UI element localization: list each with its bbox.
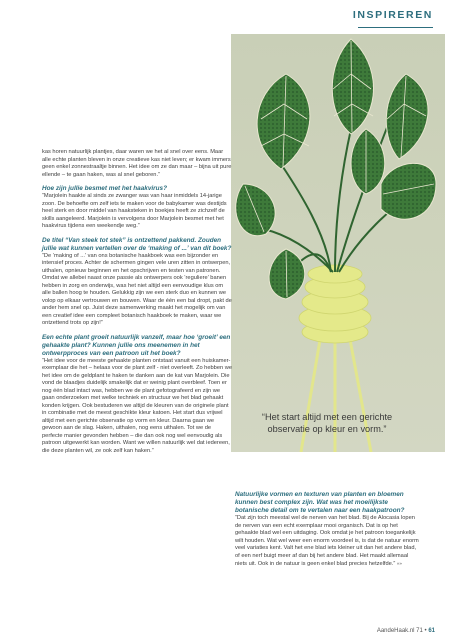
- answer-paragraph: “Marjolein haakte al sinds ze zwanger was van haar inmiddels 14-jarige zoon. De behoefte om zelf iets te maken voor de babykamer was destijds heel sterk en door middel van haaksteken in boekjes heeft ze zichzelf de skills aangeleerd. Marjolein is vervolgens door Marjolein besmet met het haakvirus tijdens een weekendje weg.”: [42, 193, 227, 229]
- intro-paragraph: kas horen natuurlijk plantjes, daar waren we het al snel over eens. Maar alle echte planten bleven in onze creatieve kas niet leven; er kwam immers geen enkel zonnestraaltje binnen. Het idee om ze dan maar – bijna uit pure ellende – te gaan haken, was al snel geboren.”: [42, 149, 232, 178]
- plant-photo: [231, 34, 445, 452]
- answer-paragraph: [235, 515, 420, 569]
- page-number: 61: [428, 628, 435, 634]
- question-heading: Natuurlijke vormen en texturen van planten en bloemen kunnen best complex zijn. Wat was het moeilijkste botanische detail om te vertalen naar een haakpatroon?: [235, 491, 405, 514]
- yellow-pot: [299, 265, 371, 343]
- answer-paragraph: “Het idee voor de meeste gehaakte planten ontstaat vanuit een huiskamer-exemplaar die het – helaas voor de plant zelf - niet overleeft. Zo hebben we het idee om de geldplant te haken te danken aan de kat van Marjolein. Die vond de blaadjes duidelijk smakelijk dat er weinig plant overbleef. Toen er nog één blad intact was, hebben we de plant gefotografeerd en zijn we gaan onderzoeken met welke techniek en structuur we het blad gehaakt konden krijgen. Ook bestuderen we altijd de kleuren van de originele plant in combinatie met de meest geschikte kleur katoen. Het start dus vrijwel altijd met een gerichte observatie op vorm en kleur. Daarna gaan we gewoon aan de slag. Haken, uithalen, nog eens uithalen. Tot we de perfecte manier gevonden hebben – die dan ook nog wel eenvoudig als patroon uitgewerkt kan worden. Want we willen natuurlijk wel dat iedereen, die deze planten wil, ze ook zelf kan haken.”: [42, 357, 233, 454]
- crocheted-plant-illustration: [231, 34, 445, 452]
- left-column: [42, 149, 232, 461]
- page-footer: [377, 628, 435, 634]
- answer-paragraph: “De ‘making of ...’ van ons botanische haakboek was een bijzonder en intensief proces. Achter de schermen gingen vele uren zitten in ontwerpen, uithalen, opnieuw beginnen en het opschrijven en testen van patronen. Omdat we allebei naast onze passie als ontwerpers ook ‘reguliere’ banen hebben in zorg en onderwijs, was het niet altijd een eenvoudige klus om alle ballen hoog te houden. Gelukkig zijn we een sterk duo en kunnen we volop op elkaar vertrouwen en bouwen. Waar de één een bal dropt, pakt de ander hem snel op. Juist deze samenwerking maakt het mogelijk om van een creatief idee een compleet botanisch haakboek te maken, waar we ontzettend trots op zijn!”: [42, 252, 232, 326]
- section-rule: [358, 27, 433, 28]
- question-heading: Een echte plant groeit natuurlijk vanzelf, maar hoe ‘groeit’ een gehaakte plant? Kunnen jullie ons meenemen in het ontwerpproces van een patroon uit het boek?: [42, 333, 231, 357]
- section-label: INSPIREREN: [352, 9, 433, 21]
- question-heading: Hoe zijn jullie besmet met het haakvirus?: [42, 185, 168, 192]
- footer-site: AandeHaak.nl 71: [376, 628, 423, 634]
- question-heading: De titel “Van steek tot stek” is ontzettend pakkend. Zouden jullie wat kunnen vertellen over de ‘making of ...’ van dit boek?: [42, 236, 232, 252]
- pull-quote: “Het start altijd met een gerichte observatie op kleur en vorm.”: [261, 412, 393, 434]
- right-column: [235, 488, 420, 575]
- footer-separator: •: [424, 628, 427, 634]
- continue-mark: »»: [396, 561, 402, 566]
- answer-text: “Dat zijn toch meestal wel de nerven van het blad. Bij de Alocasia lopen de nerven van een echt exemplaar mooi organisch. Dat is op het gehaakte blad wel een uitdaging. Ook omdat je het patroon toegankelijk wilt houden. Wat wel weer een enorm voordeel is, is dat de natuur enorm veel variaties kent. Valt het ene blad iets kleiner uit dan het andere blad, of een nerf buigt meer af dan bij het andere blad. Het maakt allemaal niets uit. Ook in de natuur is geen enkel blad precies hetzelfde.”: [235, 515, 419, 567]
